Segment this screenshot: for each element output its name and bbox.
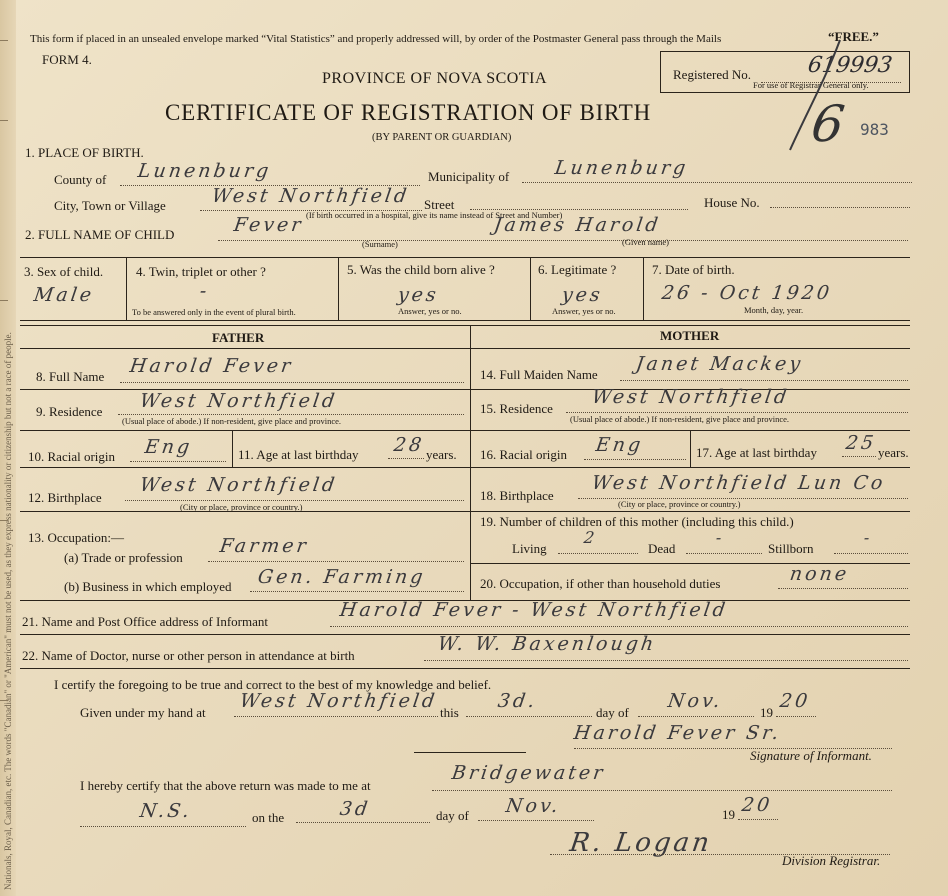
mother-birthplace-value: West Northfield Lun Co bbox=[590, 472, 887, 494]
twin-value: - bbox=[198, 280, 211, 302]
living-label: Living bbox=[512, 541, 547, 556]
sex-label: 3. Sex of child. bbox=[24, 264, 104, 279]
stillborn-label: Stillborn bbox=[768, 541, 814, 556]
mother-years-label: years. bbox=[878, 445, 909, 460]
father-residence-label: 9. Residence bbox=[36, 404, 103, 419]
born-alive-note: Answer, yes or no. bbox=[398, 306, 462, 316]
twin-note: To be answered only in the event of plural birth. bbox=[132, 307, 296, 317]
certify-month: Nov. bbox=[666, 690, 725, 712]
year-prefix: 19 bbox=[760, 705, 773, 720]
father-name-label: 8. Full Name bbox=[36, 369, 105, 384]
father-birthplace-label: 12. Birthplace bbox=[28, 490, 102, 505]
municipality-label: Municipality of bbox=[428, 169, 510, 184]
date-note: Month, day, year. bbox=[744, 305, 804, 315]
father-residence-value: West Northfield bbox=[138, 390, 339, 412]
mother-occupation-label: 20. Occupation, if other than household duties bbox=[480, 576, 721, 591]
city-value: West Northfield bbox=[210, 185, 411, 207]
given-name-note: (Given name) bbox=[622, 237, 669, 247]
registrar-signature-label: Division Registrar. bbox=[782, 853, 881, 868]
father-racial-label: 10. Racial origin bbox=[28, 449, 116, 464]
born-alive-label: 5. Was the child born alive ? bbox=[347, 262, 495, 277]
on-the-label: on the bbox=[252, 810, 285, 825]
city-label: City, Town or Village bbox=[54, 198, 166, 213]
municipality-value: Lunenburg bbox=[553, 157, 690, 179]
free-label: “FREE.” bbox=[828, 29, 879, 44]
trade-label: (a) Trade or profession bbox=[64, 550, 183, 565]
dead-value: - bbox=[714, 528, 726, 547]
edge-text: Nationals, Royal, Canadian, etc. The words "Canadian" or "American" must not be used, as they express nationality or citizenship but not a race of people. bbox=[3, 332, 13, 890]
this-label: this bbox=[440, 705, 459, 720]
father-age-value: 28 bbox=[392, 434, 426, 456]
mother-residence-value: West Northfield bbox=[590, 386, 791, 408]
mother-age-value: 25 bbox=[844, 432, 878, 454]
mother-age-label: 17. Age at last birthday bbox=[696, 445, 817, 460]
doctor-label: 22. Name of Doctor, nurse or other person in attendance at birth bbox=[22, 648, 355, 663]
day-of-label: day of bbox=[596, 705, 629, 720]
certify-year: 20 bbox=[778, 690, 812, 712]
mother-occupation-value: none bbox=[788, 563, 851, 585]
registered-number: 619993 bbox=[806, 53, 894, 78]
sex-value: Male bbox=[32, 284, 96, 306]
province-heading: PROVINCE OF NOVA SCOTIA bbox=[322, 70, 548, 87]
registrar-text: I hereby certify that the above return was made to me at bbox=[80, 778, 371, 793]
legitimate-label: 6. Legitimate ? bbox=[538, 262, 617, 277]
father-age-label: 11. Age at last birthday bbox=[238, 447, 359, 462]
certify-text: I certify the foregoing to be true and correct to the best of my knowledge and belief. bbox=[54, 677, 492, 692]
house-number-label: House No. bbox=[704, 195, 760, 210]
street-label: Street bbox=[424, 197, 455, 212]
hospital-note: (If birth occurred in a hospital, give its name instead of Street and Number) bbox=[306, 210, 563, 220]
child-surname: Fever bbox=[232, 214, 305, 236]
registered-label: Registered No. bbox=[673, 67, 751, 82]
certificate-subtitle: (BY PARENT OR GUARDIAN) bbox=[372, 132, 512, 143]
trade-value: Farmer bbox=[218, 535, 311, 557]
father-years-label: years. bbox=[426, 447, 457, 462]
twin-label: 4. Twin, triplet or other ? bbox=[136, 264, 266, 279]
registrar-year-prefix: 19 bbox=[722, 807, 735, 822]
registrar-month: Nov. bbox=[504, 795, 563, 817]
doctor-value: W. W. Baxenlough bbox=[436, 633, 658, 655]
registered-note: For use of Registrar General only. bbox=[753, 80, 869, 90]
father-racial-value: Eng bbox=[143, 436, 194, 458]
given-under-label: Given under my hand at bbox=[80, 705, 206, 720]
legitimate-note: Answer, yes or no. bbox=[552, 306, 616, 316]
children-count-label: 19. Number of children of this mother (including this child.) bbox=[480, 514, 794, 529]
father-birthplace-value: West Northfield bbox=[138, 474, 339, 496]
county-label: County of bbox=[54, 172, 107, 187]
surname-note: (Surname) bbox=[362, 239, 398, 249]
registrar-place-value: Bridgewater bbox=[450, 762, 607, 784]
pen-stroke bbox=[790, 40, 840, 150]
born-alive-value: yes bbox=[396, 284, 441, 306]
place-of-birth-heading: 1. PLACE OF BIRTH. bbox=[25, 145, 144, 160]
mother-heading: MOTHER bbox=[660, 328, 720, 343]
form-number: FORM 4. bbox=[42, 52, 92, 67]
mother-residence-note: (Usual place of abode.) If non-resident, give place and province. bbox=[570, 414, 790, 424]
registrar-day: 3d bbox=[338, 798, 372, 820]
certify-day: 3d. bbox=[496, 690, 539, 712]
informant-value: Harold Fever - West Northfield bbox=[338, 599, 730, 621]
mail-notice: This form if placed in an unsealed envelope marked “Vital Statistics” and properly addressed will, by order of the Postmaster General pass through the Mails bbox=[30, 33, 722, 45]
living-value: 2 bbox=[582, 528, 599, 547]
stamped-number: 983 bbox=[860, 120, 889, 139]
mother-name-label: 14. Full Maiden Name bbox=[480, 367, 598, 382]
margin-mark: 6 bbox=[807, 95, 848, 153]
stillborn-value: - bbox=[862, 528, 874, 547]
mother-name-value: Janet Mackey bbox=[634, 353, 805, 375]
father-name-value: Harold Fever bbox=[128, 355, 295, 377]
informant-label: 21. Name and Post Office address of Informant bbox=[22, 614, 268, 629]
informant-signature: Harold Fever Sr. bbox=[572, 722, 783, 744]
registrar-day-of-label: day of bbox=[436, 808, 469, 823]
mother-residence-label: 15. Residence bbox=[480, 401, 553, 416]
father-birthplace-note: (City or place, province or country.) bbox=[180, 502, 303, 512]
father-heading: FATHER bbox=[212, 330, 265, 345]
registrar-signature: R. Logan bbox=[567, 828, 715, 858]
father-occupation-label: 13. Occupation:— bbox=[28, 530, 125, 545]
dead-label: Dead bbox=[648, 541, 676, 556]
business-value: Gen. Farming bbox=[256, 566, 428, 588]
mother-birthplace-label: 18. Birthplace bbox=[480, 488, 554, 503]
county-value: Lunenburg bbox=[136, 160, 273, 182]
registrar-province: N.S. bbox=[138, 800, 194, 822]
child-given-name: James Harold bbox=[492, 214, 663, 236]
date-of-birth-value: 26 - Oct 1920 bbox=[660, 282, 834, 304]
mother-racial-label: 16. Racial origin bbox=[480, 447, 568, 462]
father-residence-note: (Usual place of abode.) If non-resident, give place and province. bbox=[122, 416, 342, 426]
child-name-label: 2. FULL NAME OF CHILD bbox=[25, 227, 175, 242]
business-label: (b) Business in which employed bbox=[64, 579, 232, 594]
mother-birthplace-note: (City or place, province or country.) bbox=[618, 499, 741, 509]
informant-signature-label: Signature of Informant. bbox=[750, 748, 872, 763]
certificate-title: CERTIFICATE OF REGISTRATION OF BIRTH bbox=[165, 100, 652, 125]
registrar-year: 20 bbox=[740, 794, 774, 816]
date-of-birth-label: 7. Date of birth. bbox=[652, 262, 735, 277]
mother-racial-value: Eng bbox=[594, 434, 645, 456]
given-place-value: West Northfield bbox=[238, 690, 439, 712]
legitimate-value: yes bbox=[560, 284, 605, 306]
